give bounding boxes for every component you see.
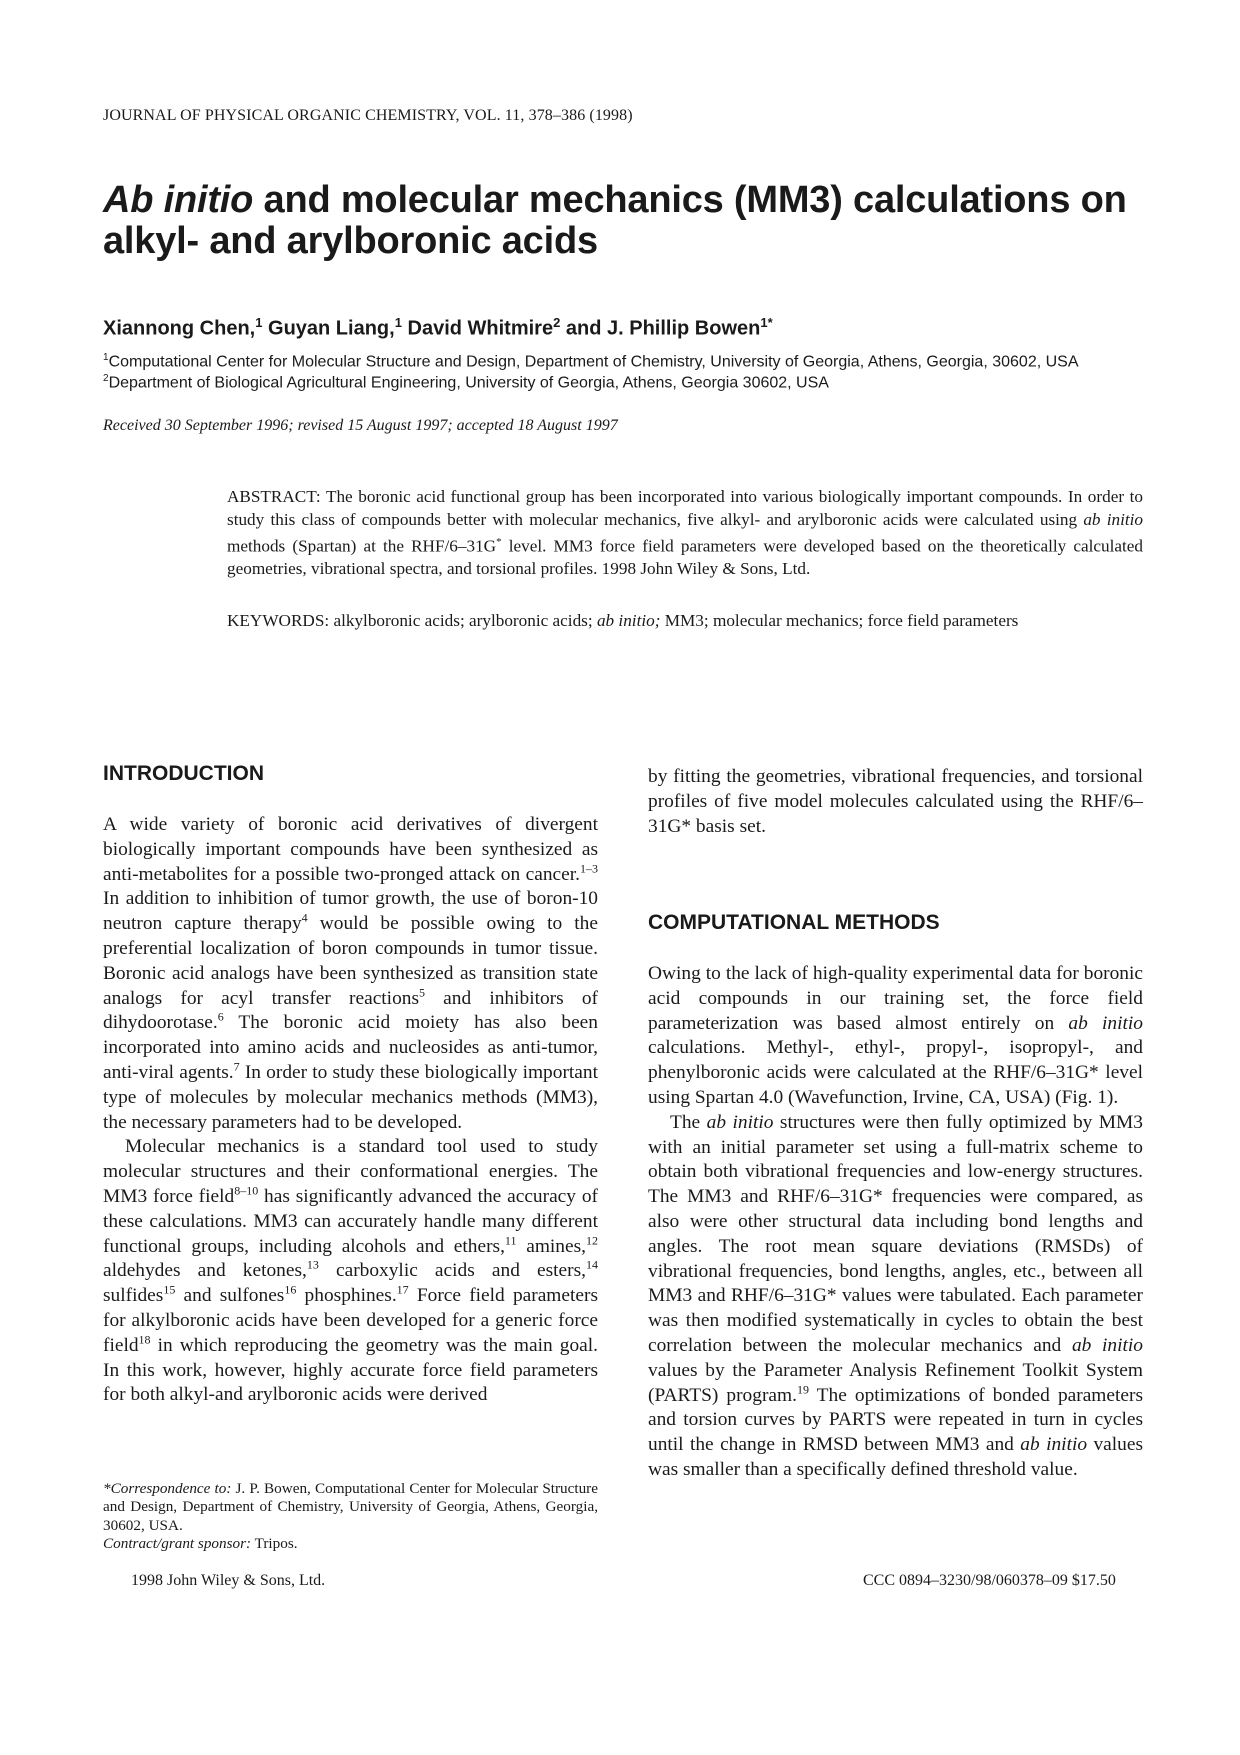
- citation: 11: [504, 1233, 517, 1248]
- author-name: Guyan Liang,: [268, 317, 395, 340]
- intro-paragraph-continued: by fitting the geometries, vibrational frequencies, and torsional profiles of five model molecules calculated using the RHF/6– 31G* basis set.: [648, 766, 1143, 837]
- methods-heading: COMPUTATIONAL METHODS: [648, 911, 940, 934]
- affiliation-text: Computational Center for Molecular Structure and Design, Department of Chemistry, University of Georgia, Athens, Georgia, 30602, USA: [108, 353, 1079, 371]
- keywords-text: KEYWORDS: alkylboronic acids; arylboronic acids;: [227, 611, 597, 630]
- citation: 17: [396, 1282, 409, 1297]
- citation: 7: [233, 1059, 240, 1074]
- abstract-sup: *: [496, 536, 502, 548]
- abstract-italic: ab initio: [1083, 509, 1143, 529]
- citation: 19: [796, 1382, 809, 1397]
- abstract-text: ABSTRACT: The boronic acid functional group has been incorporated into various biologically important compounds. In order to study this class of compounds better with molecular mechanics, five alkyl- and arylboronic acids were calculated using: [227, 487, 1143, 529]
- citation: 18: [138, 1332, 151, 1347]
- author-name: and J. Phillip Bowen: [565, 317, 761, 340]
- left-column: [103, 813, 598, 1408]
- affiliation-1: [103, 352, 1079, 371]
- keywords-italic: ab initio;: [596, 611, 661, 630]
- grant-text: Tripos.: [251, 1535, 298, 1553]
- affiliation-mark: 1: [103, 352, 109, 363]
- citation: 14: [586, 1257, 599, 1272]
- citation: 6: [217, 1009, 224, 1024]
- citation: 13: [306, 1257, 319, 1272]
- right-column: [648, 962, 1143, 1483]
- citation: 12: [586, 1233, 598, 1248]
- author-affil-mark: 1: [394, 315, 402, 330]
- author-affil-mark: 1: [255, 315, 263, 330]
- copyright-footer: 1998 John Wiley & Sons, Ltd.: [123, 1572, 326, 1589]
- abstract-text: level. MM3 force field parameters were developed based on the theoretically calculated geometries, vibrational spectra, and torsional profiles. 1998 John Wiley & Sons, Ltd.: [227, 536, 1144, 579]
- keywords-text: MM3; molecular mechanics; force field parameters: [660, 611, 1019, 630]
- author-name: Xiannong Chen,: [103, 317, 256, 340]
- citation: 4: [301, 910, 308, 925]
- title-rest: and molecular mechanics (MM3) calculations on alkyl- and arylboronic acids: [103, 179, 1127, 262]
- abstract: [227, 486, 1143, 581]
- intro-continuation: [648, 765, 1143, 839]
- correspondence-text: J. P. Bowen, Computational Center for Molecular Structure and Design, Department of Chemistry, University of Georgia, Athens, Georgia, 30602, USA.: [103, 1480, 598, 1534]
- citation: 5: [419, 985, 426, 1000]
- intro-paragraph-1: A wide variety of boronic acid derivatives of divergent biologically important compounds have been synthesized as anti-metabolites for a possible two-pronged attack on cancer.$^{1-3}$ In addition to inhibition of tumor growth, the use of boron-10 neutron capture therapy$^4$ would be possible owing to the preferential localization of boron compounds in tumor tissue. Boronic acid analogs have been synthesized as transition state analogs for acyl transfer reactions$^5$ and inhibitors of dihydoorotase.$^6$ The boronic acid moiety has also been incorporated into amino acids and nucleosides as anti-tumor, anti-viral agents.$^7$ In order to study these biologically important type of molecules by molecular mechanics methods (MM3), the necessary parameters had to be developed.: [103, 814, 598, 1133]
- affiliation-2: [103, 373, 829, 392]
- ccc-code-footer: CCC 0894–3230/98/060378–09 $17.50: [863, 1572, 1116, 1589]
- methods-paragraph-1: Owing to the lack of high-quality experimental data for boronic acid compounds in our training set, the force field parameterization was based almost entirely on ab initio calculations. Methyl-, ethyl-, propyl-, isopropyl-, and phenylboronic acids were calculated at the RHF/6–31G* level using Spartan 4.0 (Wavefunction, Irvine, CA, USA) (Fig. 1).: [648, 963, 1143, 1108]
- title-italic-part: Ab initio: [103, 179, 254, 221]
- author-name: David Whitmire: [407, 317, 554, 340]
- author-affil-mark: 1*: [760, 315, 773, 330]
- methods-paragraph-2: The ab initio structures were then fully optimized by MM3 with an initial parameter set using a full-matrix scheme to obtain both vibrational frequencies and low-energy structures. The MM3 and RHF/6–31G* frequencies were compared, as also were other structural data including bond lengths and angles. The root mean square deviations (RMSDs) of vibrational frequencies, bond lengths, angles, etc., between all MM3 and RHF/6–31G* values were tabulated. Each parameter was then modified systematically in cycles to obtain the best correlation between the molecular mechanics and ab initio values by the Parameter Analysis Refinement Toolkit System (PARTS) program.$^{19}$ The optimizations of bonded parameters and torsion curves by PARTS were repeated in turn in cycles until the change in RMSD between MM3 and ab initio values was smaller than a specifically defined threshold value.: [648, 1111, 1143, 1480]
- introduction-heading: INTRODUCTION: [103, 762, 264, 785]
- received-dates: Received 30 September 1996; revised 15 August 1997; accepted 18 August 1997: [103, 417, 618, 434]
- correspondence-footnote: [103, 1480, 598, 1554]
- affiliation-text: Department of Biological Agricultural Engineering, University of Georgia, Athens, Georgia 30602, USA: [108, 374, 829, 392]
- author-affil-mark: 2: [553, 315, 561, 330]
- author-list: [103, 315, 773, 341]
- correspondence-label: *Correspondence to:: [103, 1480, 232, 1497]
- article-title: [103, 180, 1163, 262]
- citation: 15: [163, 1282, 176, 1297]
- citation: 1–3: [580, 861, 598, 876]
- grant-label: Contract/grant sponsor:: [103, 1535, 252, 1553]
- intro-paragraph-2: Molecular mechanics is a standard tool used to study molecular structures and their conformational energies. The MM3 force field$^{8-10}$ has significantly advanced the accuracy of these calculations. MM3 can accurately handle many different functional groups, including alcohols and ethers,$^{11}$ amines,$^{12}$ aldehydes and ketones,$^{13}$ carboxylic acids and esters,$^{14}$ sulfides$^{15}$ and sulfones$^{16}$ phosphines.$^{17}$ Force field parameters for alkylboronic acids have been developed for a generic force field$^{18}$ in which reproducing the geometry was the main goal. In this work, however, highly accurate force field parameters for both alkyl-and arylboronic acids were derived: [103, 1136, 599, 1406]
- keywords: [227, 611, 1143, 631]
- abstract-text: methods (Spartan) at the RHF/6–31G: [227, 536, 497, 556]
- affiliation-mark: 2: [103, 373, 109, 384]
- citation: 8–10: [234, 1183, 259, 1198]
- journal-header: JOURNAL OF PHYSICAL ORGANIC CHEMISTRY, VOL. 11, 378–386 (1998): [103, 107, 633, 124]
- citation: 16: [284, 1282, 297, 1297]
